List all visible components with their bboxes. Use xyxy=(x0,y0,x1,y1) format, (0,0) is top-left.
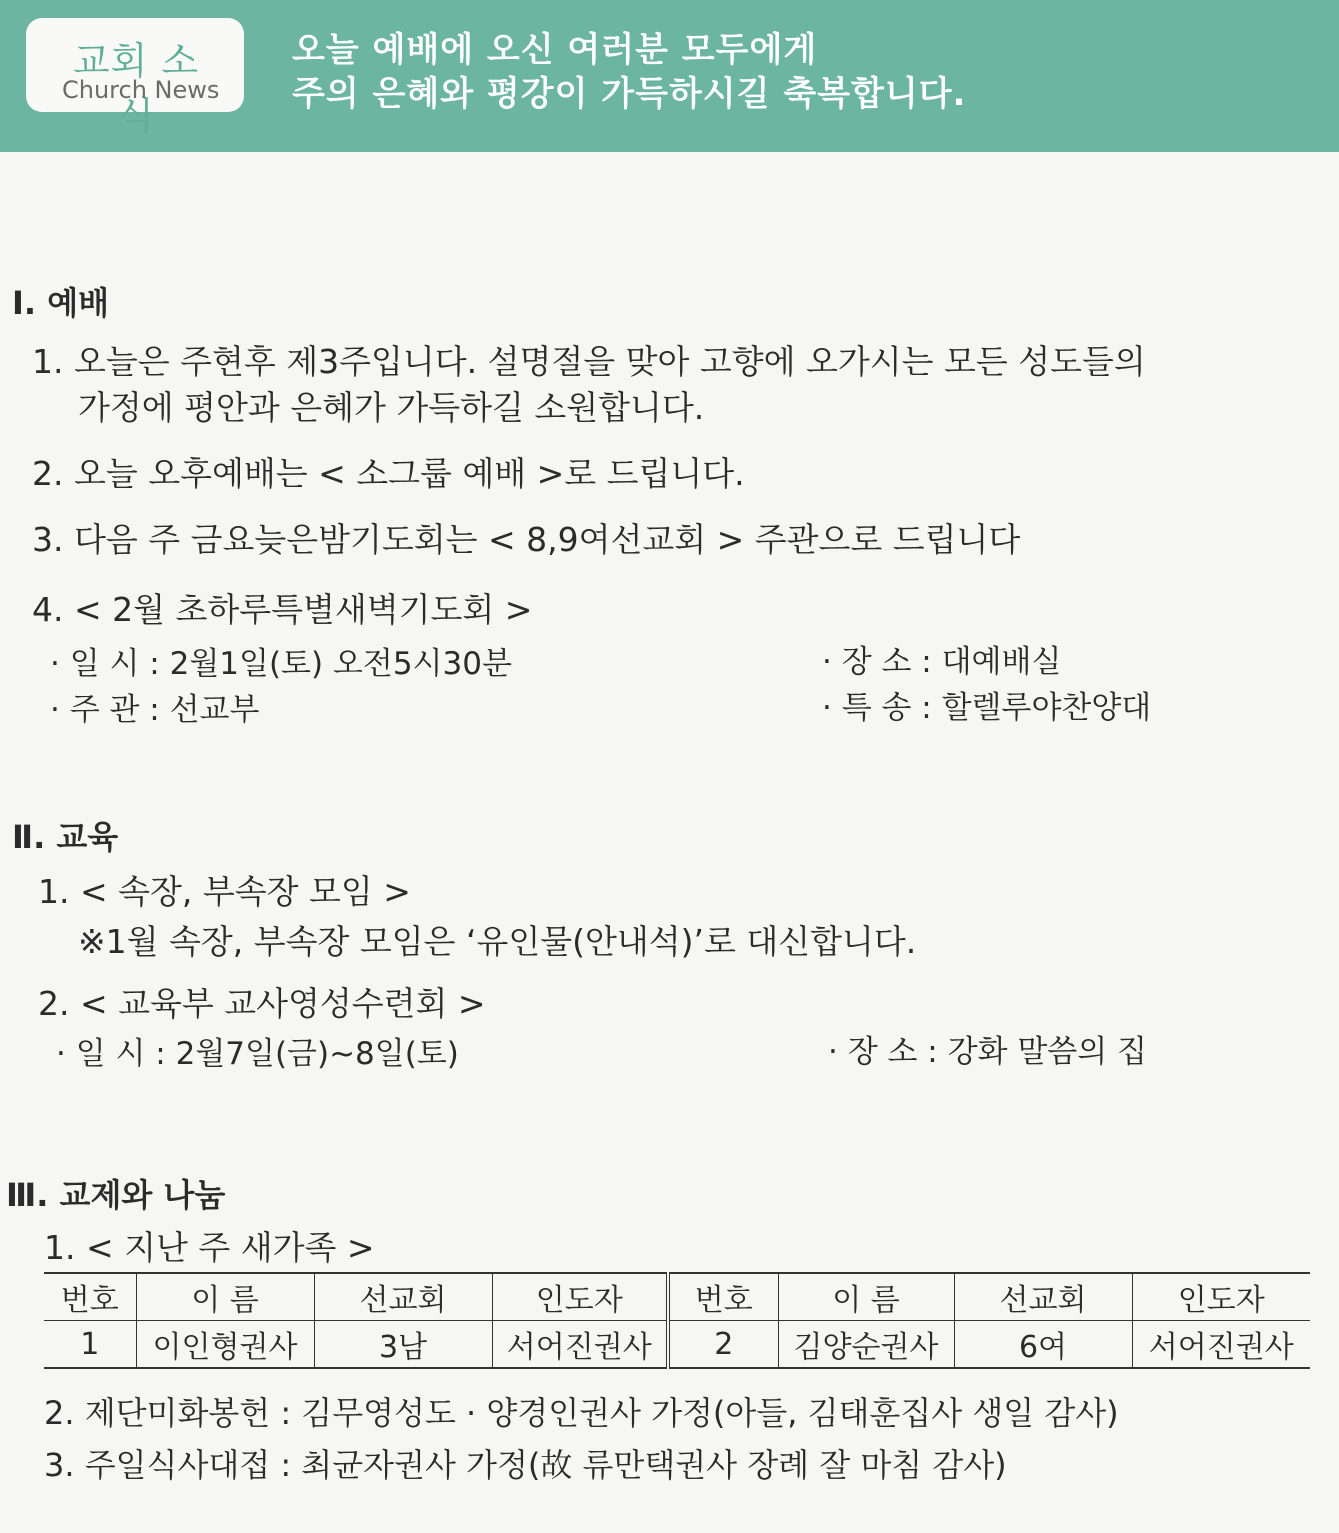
s2-item2-time: · 일 시 : 2월7일(금)~8일(토) xyxy=(56,1036,459,1072)
s1-item4-host: · 주 관 : 선교부 xyxy=(50,692,260,728)
s2-item2-place: · 장 소 : 강화 말씀의 집 xyxy=(828,1034,1147,1070)
td-mission-1: 3남 xyxy=(314,1321,492,1369)
td-number-1: 1 xyxy=(44,1321,136,1369)
td-name-2: 김양순권사 xyxy=(778,1321,954,1369)
section-3-title: Ⅲ. 교제와 나눔 xyxy=(6,1176,226,1214)
th-number-1: 번호 xyxy=(44,1273,136,1321)
s3-item1: 1. < 지난 주 새가족 > xyxy=(44,1228,375,1267)
section-1-title: Ⅰ. 예배 xyxy=(12,284,110,322)
s1-item4-time: · 일 시 : 2월1일(토) 오전5시30분 xyxy=(50,646,512,682)
td-mission-2: 6여 xyxy=(954,1321,1132,1369)
s1-item2: 2. 오늘 오후예배는 < 소그룹 예배 >로 드립니다. xyxy=(32,454,745,493)
s1-item1-line2: 가정에 평안과 은혜가 가득하길 소원합니다. xyxy=(78,388,705,427)
s1-item4-special: · 특 송 : 할렐루야찬양대 xyxy=(822,690,1152,726)
table-row xyxy=(44,1321,1310,1369)
s1-item3: 3. 다음 주 금요늦은밤기도회는 < 8,9여선교회 > 주관으로 드립니다 xyxy=(32,520,1021,559)
th-mission-2: 선교회 xyxy=(954,1273,1132,1321)
td-name-1: 이인형권사 xyxy=(136,1321,314,1369)
logo-english: Church News xyxy=(62,76,220,104)
td-guide-2: 서어진권사 xyxy=(1132,1321,1310,1369)
greeting-line-1: 오늘 예배에 오신 여러분 모두에게 xyxy=(292,30,818,70)
s1-item1-line1: 1. 오늘은 주현후 제3주입니다. 설명절을 맞아 고향에 오가시는 모든 성도들의 xyxy=(32,342,1146,381)
th-guide-1: 인도자 xyxy=(492,1273,668,1321)
church-news-logo xyxy=(26,18,244,138)
s3-item2: 2. 제단미화봉헌 : 김무영성도 · 양경인권사 가정(아들, 김태훈집사 생일 감사) xyxy=(44,1394,1119,1432)
th-number-2: 번호 xyxy=(668,1273,778,1321)
th-guide-2: 인도자 xyxy=(1132,1273,1310,1321)
s2-item1-note: ※1월 속장, 부속장 모임은 ‘유인물(안내석)’로 대신합니다. xyxy=(78,922,917,961)
header-banner xyxy=(0,0,1339,152)
th-name-2: 이 름 xyxy=(778,1273,954,1321)
s2-item1: 1. < 속장, 부속장 모임 > xyxy=(38,872,411,911)
th-name-1: 이 름 xyxy=(136,1273,314,1321)
section-2-title: Ⅱ. 교육 xyxy=(12,818,119,856)
s3-item3: 3. 주일식사대접 : 최균자권사 가정(故 류만택권사 장례 잘 마침 감사) xyxy=(44,1446,1007,1484)
table-header-row xyxy=(44,1273,1310,1321)
s2-item2: 2. < 교육부 교사영성수련회 > xyxy=(38,984,486,1023)
logo-korean: 교회 소식 xyxy=(72,39,200,138)
td-guide-1: 서어진권사 xyxy=(492,1321,668,1369)
new-family-table xyxy=(44,1272,1310,1369)
greeting-line-2: 주의 은혜와 평강이 가득하시길 축복합니다. xyxy=(292,74,967,114)
th-mission-1: 선교회 xyxy=(314,1273,492,1321)
s1-item4: 4. < 2월 초하루특별새벽기도회 > xyxy=(32,590,533,629)
td-number-2: 2 xyxy=(668,1321,778,1369)
s1-item4-place: · 장 소 : 대예배실 xyxy=(822,644,1062,680)
